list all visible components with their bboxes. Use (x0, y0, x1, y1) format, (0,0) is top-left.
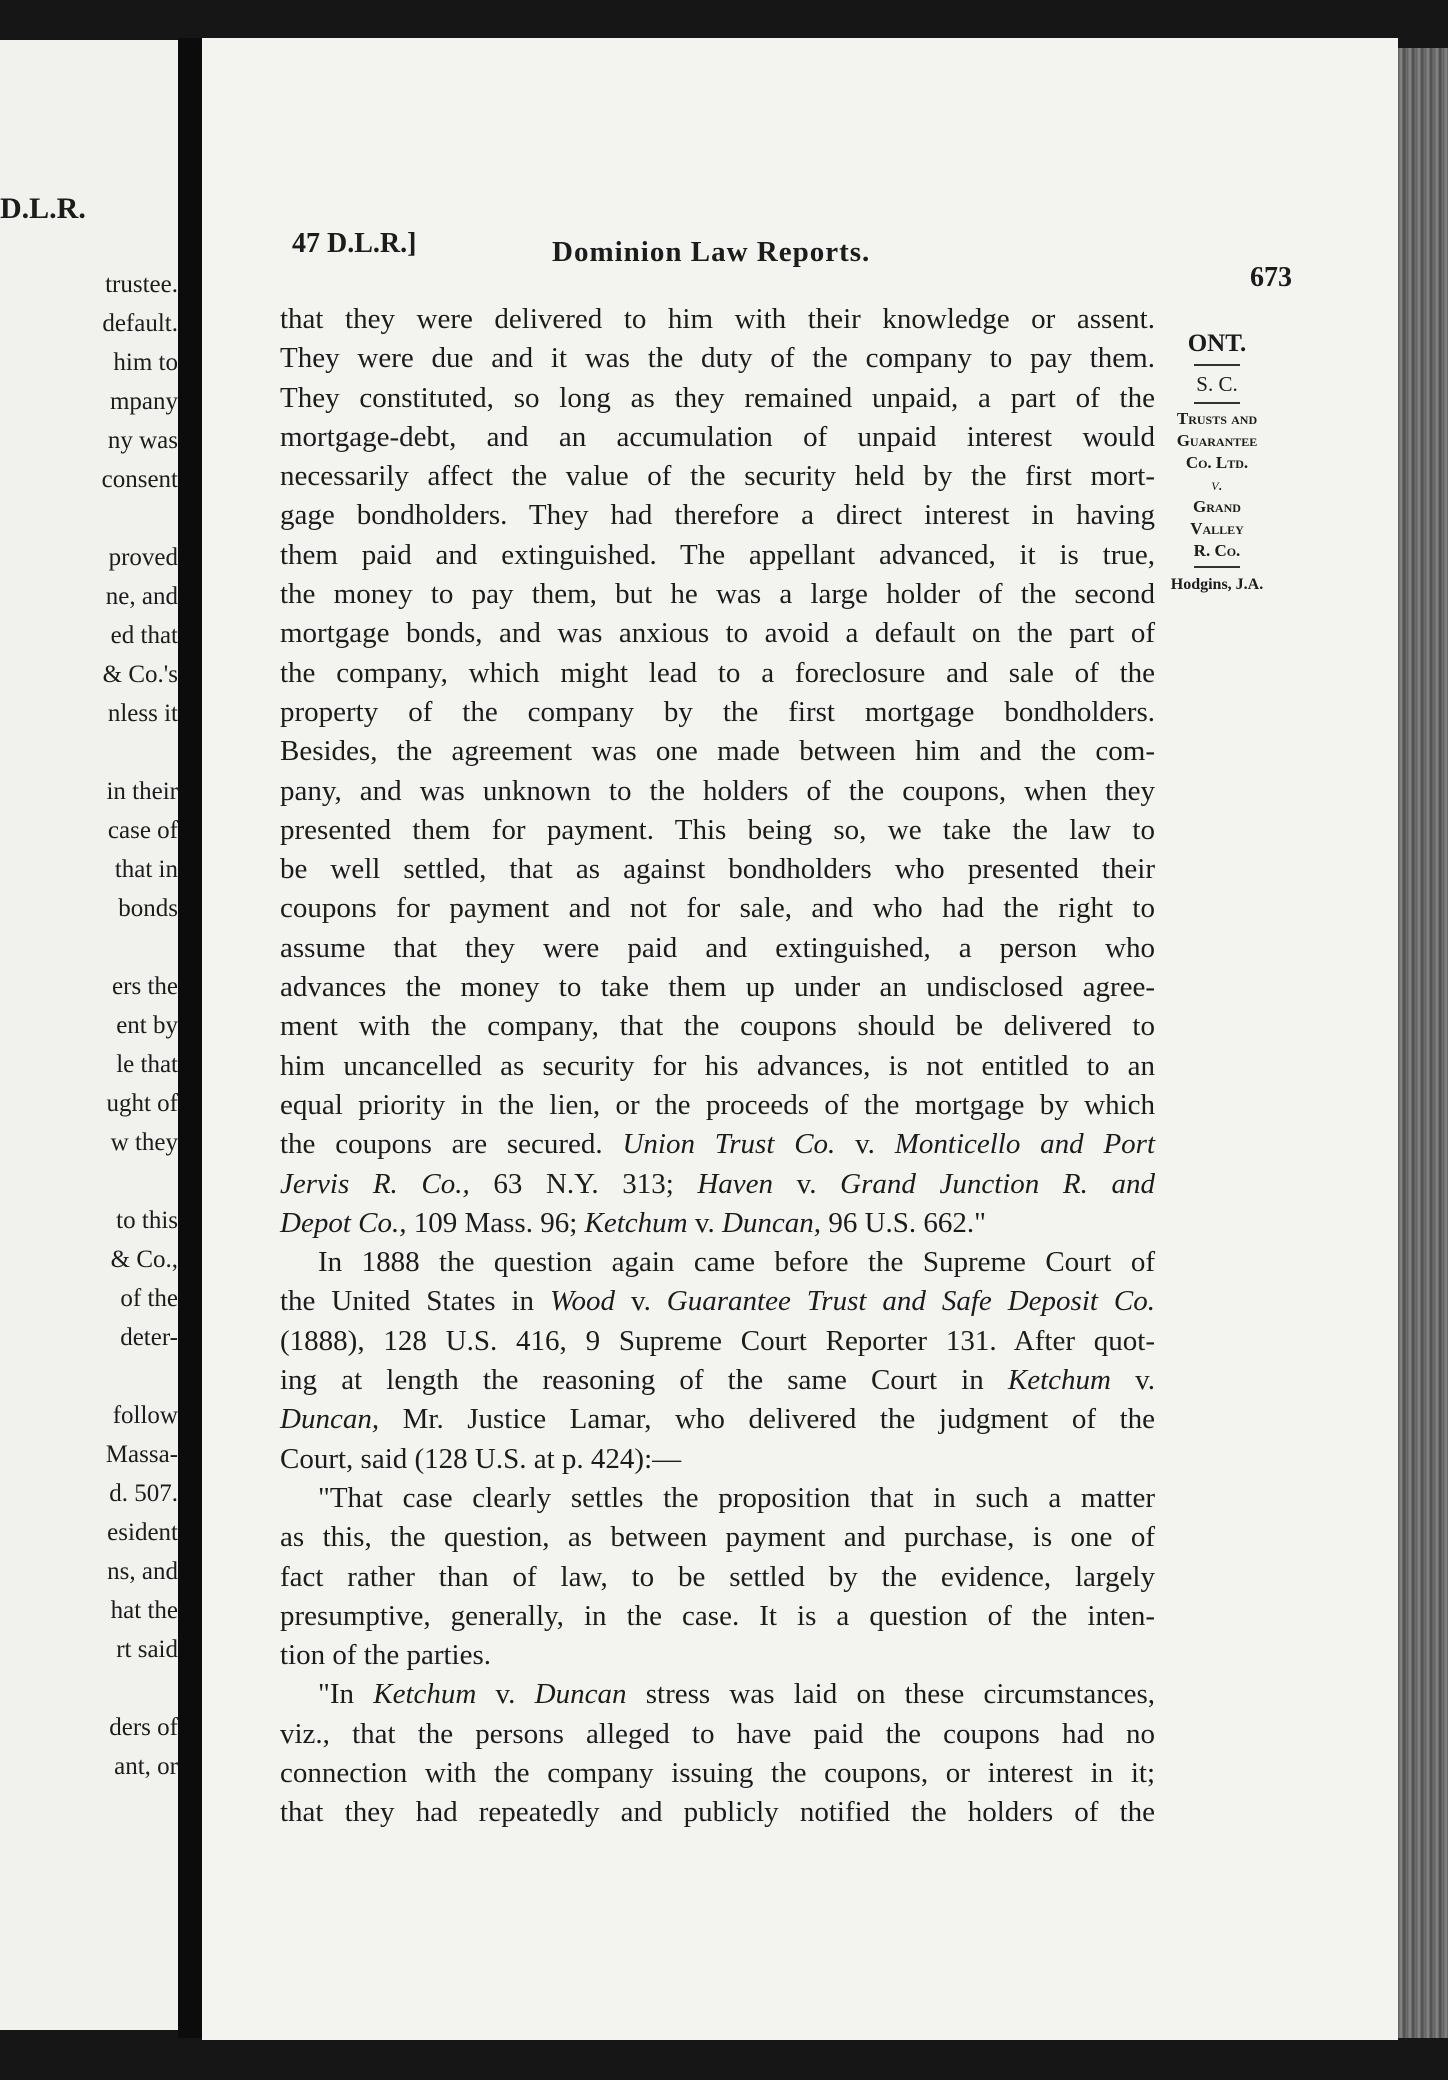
text-span: "In (318, 1678, 374, 1711)
case-name: Grand Junction R. and (840, 1167, 1155, 1200)
sidenote-rule (1194, 402, 1240, 404)
left-page-text (0, 265, 178, 1786)
left-line: ne, and (105, 583, 178, 610)
left-line: default. (102, 310, 178, 337)
text-span: stress was laid on these circumstances, (626, 1678, 1156, 1711)
left-line (0, 1162, 178, 1201)
left-line: bonds (118, 895, 178, 922)
left-line: rt said (116, 1636, 178, 1663)
text-line: In 1888 the question again came before the Supreme Court of (318, 1246, 1155, 1279)
text-span: v. (773, 1167, 841, 1200)
left-line: ders of (109, 1714, 178, 1741)
text-line (280, 1165, 1155, 1204)
text-span: v. (476, 1678, 535, 1711)
case-name: Wood (550, 1285, 616, 1318)
text-line: fact rather than of law, to be settled by the evidence, largely (280, 1560, 1155, 1593)
text-line: Court, said (128 U.S. at p. 424):— (280, 1442, 682, 1475)
left-page-header: D.L.R. (0, 192, 86, 225)
text-span: Mr. Justice Lamar, who delivered the judgment of the (379, 1403, 1155, 1436)
left-line: & Co.'s (102, 661, 178, 688)
text-span: 63 N.Y. 313; (469, 1167, 698, 1200)
text-line: They constituted, so long as they remained unpaid, a part of the (280, 381, 1155, 414)
sidenote-party1-line2: Guarantee (1176, 431, 1258, 450)
sidenote-province: ONT. (1187, 330, 1247, 357)
left-line (0, 733, 178, 772)
text-span: the coupons are secured. (280, 1128, 623, 1161)
main-page (202, 38, 1398, 2040)
left-line: mpany (109, 388, 178, 415)
text-span: 109 Mass. 96; (406, 1206, 585, 1239)
case-name: Ketchum (1007, 1364, 1111, 1397)
left-line: to this (116, 1207, 178, 1234)
text-line: the money to pay them, but he was a large holder of the second (280, 578, 1155, 611)
margin-sidenote (1137, 328, 1297, 596)
body-text (280, 300, 1155, 1833)
text-line: They were due and it was the duty of the company to pay them. (280, 342, 1155, 375)
left-line: that in (114, 856, 178, 883)
sidenote-judge: Hodgins, J.A. (1170, 576, 1264, 593)
text-span: the United States in (280, 1285, 551, 1318)
case-name: Duncan, (721, 1206, 822, 1239)
left-line: hat the (110, 1597, 178, 1624)
text-line: assume that they were paid and extinguished, a person who (280, 931, 1155, 964)
left-line: consent (101, 466, 178, 493)
left-line: ny was (107, 427, 178, 454)
text-line: (1888), 128 U.S. 416, 9 Supreme Court Reporter 131. After quot- (280, 1324, 1155, 1357)
sidenote-versus: v. (1211, 475, 1223, 494)
text-line: coupons for payment and not for sale, and who had the right to (280, 892, 1155, 925)
left-line: in their (106, 778, 178, 805)
left-line: ant, or (114, 1753, 178, 1780)
text-line (280, 1400, 1155, 1439)
page-edges (1398, 48, 1448, 2038)
case-name: Union Trust Co. (622, 1128, 836, 1161)
left-line (0, 928, 178, 967)
left-line: nless it (107, 700, 178, 727)
text-line: pany, and was unknown to the holders of the coupons, when they (280, 774, 1155, 807)
text-line: gage bondholders. They had therefore a direct interest in having (280, 499, 1155, 532)
sidenote-rule (1194, 566, 1240, 568)
case-name: Monticello and Port (894, 1128, 1155, 1161)
text-span: v. (1110, 1364, 1155, 1397)
text-span: ing at length the reasoning of the same Court in (280, 1364, 1008, 1397)
text-line: advances the money to take them up under an undisclosed agree- (280, 971, 1155, 1004)
left-line (0, 499, 178, 538)
left-line (0, 1357, 178, 1396)
text-line: ment with the company, that the coupons should be delivered to (280, 1010, 1155, 1043)
text-line: presumptive, generally, in the case. It is a question of the inten- (280, 1599, 1155, 1632)
text-line: tion of the parties. (280, 1639, 492, 1672)
text-line: Besides, the agreement was one made between him and the com- (280, 735, 1155, 768)
text-line (280, 1361, 1155, 1400)
text-line: them paid and extinguished. The appellant advanced, it is true, (280, 538, 1155, 571)
text-line (280, 1204, 1155, 1243)
left-line: ught of (106, 1090, 178, 1117)
left-line: le that (116, 1051, 178, 1078)
text-line (280, 1675, 1155, 1714)
left-line: proved (108, 544, 178, 571)
left-line: Massa- (105, 1441, 178, 1468)
sidenote-party2-line1: Grand (1193, 497, 1241, 516)
case-name: Ketchum (373, 1678, 477, 1711)
text-line: him uncancelled as security for his advances, is not entitled to an (280, 1049, 1155, 1082)
text-line: be well settled, that as against bondholders who presented their (280, 853, 1155, 886)
left-facing-page (0, 40, 178, 2030)
case-name: Depot Co., (280, 1206, 407, 1239)
text-line: that they were delivered to him with their knowledge or assent. (280, 303, 1155, 335)
text-line: viz., that the persons alleged to have paid the coupons had no (280, 1717, 1155, 1750)
sidenote-party2-line3: R. Co. (1193, 541, 1241, 560)
case-name: Duncan, (280, 1403, 380, 1436)
text-line (280, 1282, 1155, 1321)
text-span: v. (615, 1285, 667, 1318)
left-line: & Co., (110, 1246, 178, 1273)
sidenote-party1-line3: Co. Ltd. (1185, 453, 1249, 472)
text-line: "That case clearly settles the proposition that in such a matter (318, 1481, 1155, 1514)
text-line (280, 1125, 1155, 1164)
text-line: as this, the question, as between payment and purchase, is one of (280, 1521, 1155, 1554)
running-header-volume: 47 D.L.R.] (292, 228, 417, 259)
text-line: mortgage bonds, and was anxious to avoid a default on the part of (280, 617, 1155, 650)
text-line: presented them for payment. This being so, we take the law to (280, 813, 1155, 846)
left-line: esident (107, 1519, 178, 1546)
left-line: w they (110, 1129, 178, 1156)
text-span: 96 U.S. 662." (821, 1206, 986, 1239)
text-line: connection with the company issuing the coupons, or interest in it; (280, 1756, 1155, 1789)
case-name: Duncan (534, 1678, 627, 1711)
book-binding-gutter (178, 38, 202, 2038)
left-line: ed that (110, 622, 178, 649)
text-line: mortgage-debt, and an accumulation of unpaid interest would (280, 420, 1155, 453)
page-number: 673 (1250, 262, 1292, 293)
text-span: v. (687, 1206, 722, 1239)
sidenote-court: S. C. (1196, 372, 1238, 396)
sidenote-rule (1194, 364, 1240, 366)
left-line: ers the (112, 973, 178, 1000)
case-name: Haven (697, 1167, 774, 1200)
text-span: v. (835, 1128, 895, 1161)
left-line: deter- (120, 1324, 178, 1351)
case-name: Jervis R. Co., (280, 1167, 470, 1200)
sidenote-party1-line1: Trusts and (1176, 409, 1258, 428)
running-header-title: Dominion Law Reports. (552, 236, 871, 268)
left-line: trustee. (105, 271, 178, 298)
left-line: ns, and (107, 1558, 178, 1585)
left-line (0, 1669, 178, 1708)
text-line: necessarily affect the value of the security held by the first mort- (280, 460, 1155, 493)
left-line: him to (113, 349, 178, 376)
case-name: Ketchum (584, 1206, 688, 1239)
text-line: property of the company by the first mortgage bondholders. (280, 695, 1155, 728)
sidenote-party2-line2: Valley (1190, 519, 1244, 538)
case-name: Guarantee Trust and Safe Deposit Co. (666, 1285, 1155, 1318)
left-line: ent by (116, 1012, 178, 1039)
text-line: the company, which might lead to a foreclosure and sale of the (280, 656, 1155, 689)
left-line: d. 507. (109, 1480, 178, 1507)
left-line: case of (107, 817, 178, 844)
left-line: of the (120, 1285, 178, 1312)
text-line: that they had repeatedly and publicly notified the holders of the (280, 1796, 1155, 1829)
text-line: equal priority in the lien, or the proceeds of the mortgage by which (280, 1088, 1155, 1121)
left-line: follow (112, 1402, 178, 1429)
